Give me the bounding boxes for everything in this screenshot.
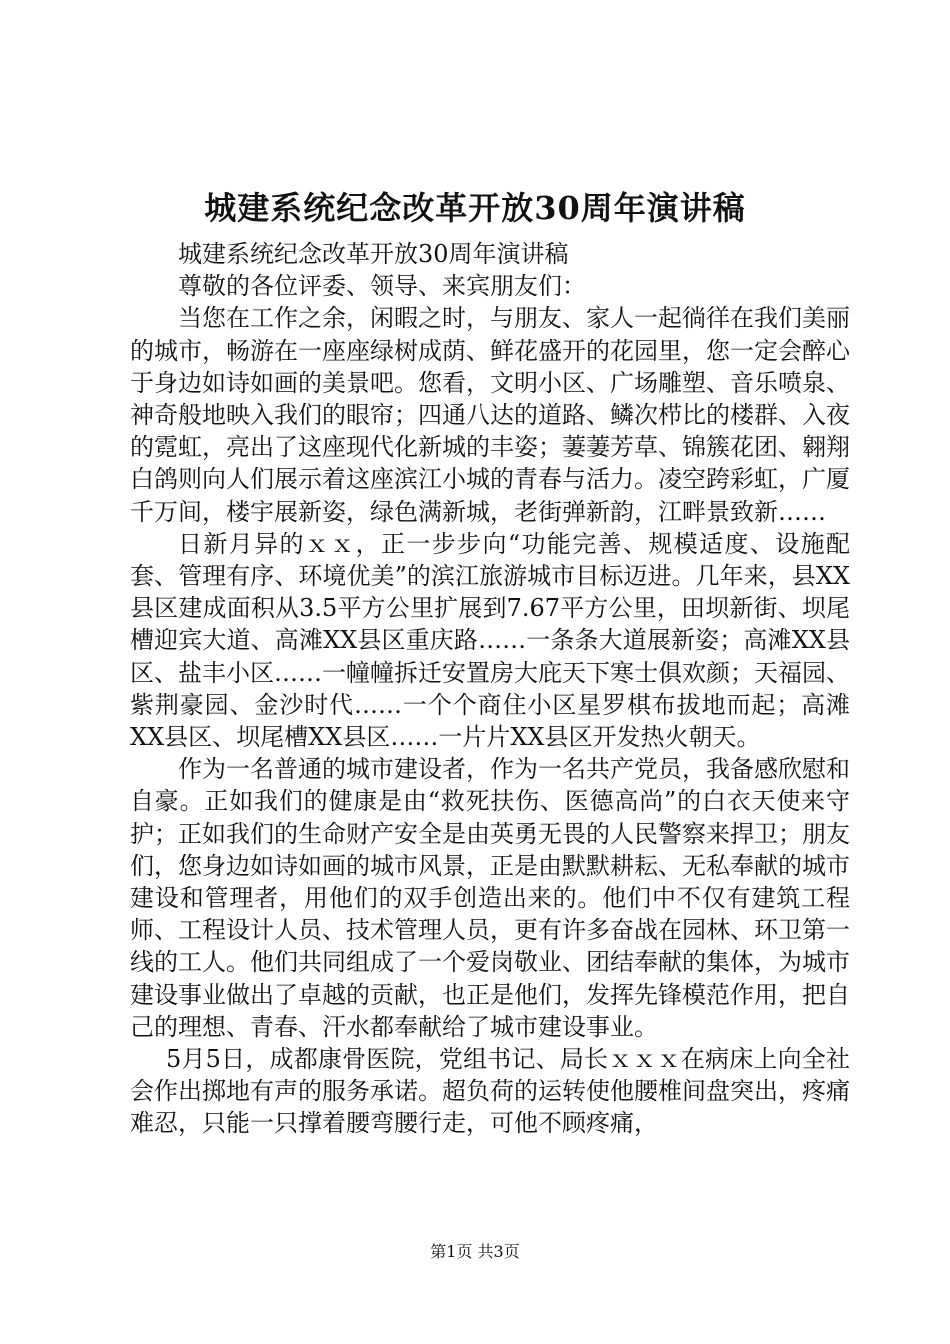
paragraph-city-builders: 作为一名普通的城市建设者，作为一名共产党员，我备感欣慰和自豪。正如我们的健康是由“救死扶伤、医德高尚”的白衣天使来守护；正如我们的生命财产安全是由英勇无畏的人民警察来捍卫；朋友们，您身边如诗如画的城市风景，正是由默默耕耘、无私奉献的城市建设和管理者，用他们的双手创造出来的。他们中不仅有建筑工程师、工程设计人员、技术管理人员，更有许多奋战在园林、环卫第一线的工人。他们共同组成了一个爱岗敬业、团结奉献的集体，为城市建设事业做出了卓越的贡献，也正是他们，发挥先锋模范作用，把自己的理想、青春、汗水都奉献给了城市建设事业。: [130, 755, 850, 1041]
paragraph-city-scenery: 当您在工作之余，闲暇之时，与朋友、家人一起徜徉在我们美丽的城市，畅游在一座座绿树成荫、鲜花盛开的花园里，您一定会醉心于身边如诗如画的美景吧。您看，文明小区、广场雕塑、音乐喷泉、神奇般地映入我们的眼帘；四通八达的道路、鳞次栉比的楼群、入夜的霓虹，亮出了这座现代化新城的丰姿；萋萋芳草、锦簇花团、翱翔白鸽则向人们展示着这座滨江小城的青春与活力。凌空跨彩虹，广厦千万间，楼宇展新姿，绿色满新城，老街弹新韵，江畔景致新……: [130, 304, 850, 526]
paragraph-subtitle: 城建系统纪念改革开放30周年演讲稿: [178, 240, 569, 268]
document-body: [130, 238, 850, 1140]
document-title: 城建系统纪念改革开放30周年演讲稿: [204, 189, 746, 227]
paragraph-salutation: 尊敬的各位评委、领导、来宾朋友们：: [178, 272, 586, 301]
paragraph-city-development: 日新月异的ｘｘ，正一步步向“功能完善、规模适度、设施配套、管理有序、环境优美”的滨江旅游城市目标迈进。几年来，县XX县区建成面积从3.5平方公里扩展到7.67平方公里，田坝新街、坝尾槽迎宾大道、高滩XX县区重庆路……一条条大道展新姿；高滩XX县区、盐丰小区……一幢幢拆迁安置房大庇天下寒士俱欢颜；天福园、紫荆豪园、金沙时代……一个个商住小区星罗棋布拔地而起；高滩XX县区、坝尾槽XX县区……一片片XX县区开发热火朝天。: [130, 529, 850, 752]
paragraph-may-fifth: 5月5日，成都康骨医院，党组书记、局长ｘｘｘ在病床上向全社会作出掷地有声的服务承诺。超负荷的运转使他腰椎间盘突出，疼痛难忍，只能一只撑着腰弯腰行走，可他不顾疼痛，: [130, 1045, 850, 1138]
page-footer: 第1页 共3页: [430, 1242, 520, 1261]
